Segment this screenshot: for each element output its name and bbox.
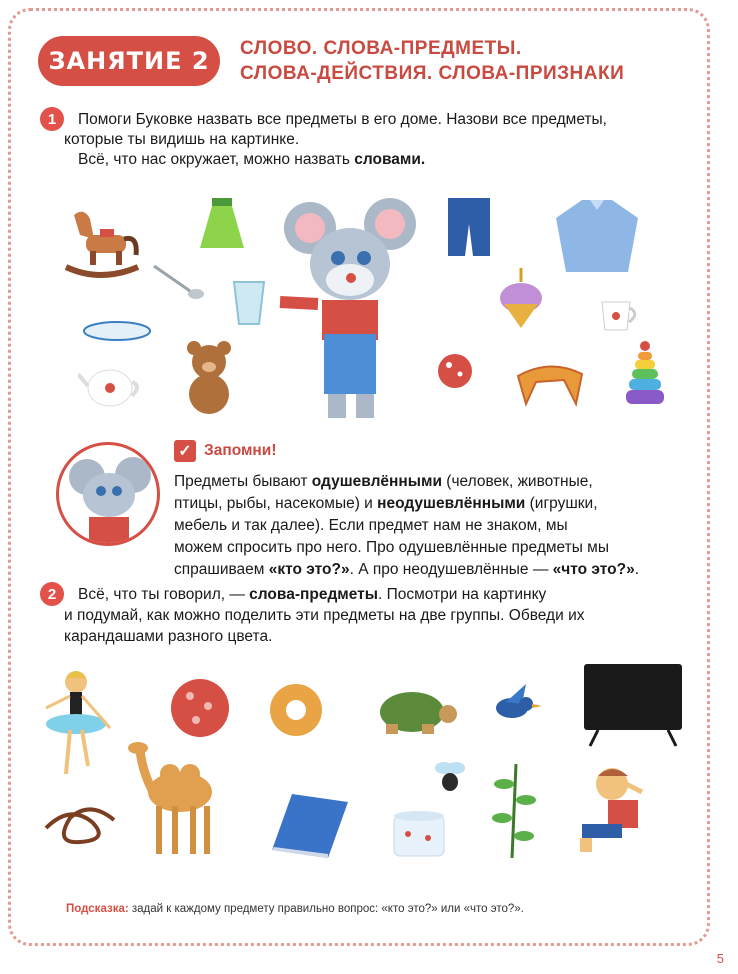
task-1-line-3 xyxy=(78,150,698,170)
ballerina-illustration xyxy=(40,668,120,780)
remember-line-4: можем спросить про него. Про одушевлённые предметы мы xyxy=(174,539,609,556)
lesson-title-line-2: СЛОВА-ДЕЙСТВИЯ. СЛОВА-ПРИЗНАКИ xyxy=(240,63,625,84)
remember-text xyxy=(174,471,689,581)
lesson-badge: ЗАНЯТИЕ 2 xyxy=(38,36,220,86)
page-number: 5 xyxy=(716,951,724,966)
rocking-horse-illustration xyxy=(60,205,142,280)
hint xyxy=(66,903,524,915)
fly-illustration xyxy=(432,758,468,796)
skirt-illustration xyxy=(198,196,246,252)
turtle-illustration xyxy=(374,684,460,742)
task-2-line-2: и подумай, как можно поделить эти предметы на две группы. Обведи их xyxy=(64,607,585,624)
ball-illustration xyxy=(436,352,474,390)
spoon-illustration xyxy=(150,262,206,302)
task-2-line-1: Всё, что ты говорил, — слова-предметы. Посмотри на картинку xyxy=(78,586,547,603)
task-1-line-3-bold: словами. xyxy=(354,151,426,168)
spinning-top-illustration xyxy=(498,266,544,330)
task-1-line-2: которые ты видишь на картинке. xyxy=(64,131,300,148)
boy-illustration xyxy=(578,762,662,858)
camel-illustration xyxy=(124,740,222,860)
task-2-text xyxy=(64,584,698,647)
teddy-bear-illustration xyxy=(176,340,242,416)
bird-illustration xyxy=(486,680,546,728)
remember-title: Запомни! xyxy=(204,442,277,459)
task-2-line-3: карандашами разного цвета. xyxy=(64,628,273,645)
tv-illustration xyxy=(582,662,684,752)
plate-illustration xyxy=(82,320,152,342)
remember-line-3: мебель и так далее). Если предмет нам не знаком, мы xyxy=(174,517,568,534)
hint-text: задай к каждому предмету правильно вопрос: «кто это?» или «что это?». xyxy=(128,903,524,915)
shorts-illustration xyxy=(446,196,492,262)
task-1-line-1: Помоги Буковке назвать все предметы в его доме. Назови все предметы, xyxy=(78,111,607,128)
bagel-illustration xyxy=(266,680,326,740)
mouse-character-illustration xyxy=(272,194,422,424)
task-1-text xyxy=(64,110,698,170)
remember-line-1: Предметы бывают одушевлёнными (человек, животные, xyxy=(174,473,593,490)
remember-header xyxy=(174,440,276,462)
cup-illustration xyxy=(598,296,642,336)
rope-illustration xyxy=(40,800,120,848)
shirt-illustration xyxy=(554,198,640,276)
mouse-avatar xyxy=(56,442,160,546)
task-1-number: 1 xyxy=(40,107,64,131)
teapot-illustration xyxy=(78,356,142,410)
plant-illustration xyxy=(490,760,540,860)
hint-label: Подсказка: xyxy=(66,903,129,915)
red-ball-illustration xyxy=(168,676,232,740)
checkmark-icon: ✓ xyxy=(174,440,196,462)
pyramid-toy-illustration xyxy=(624,340,666,412)
remember-line-2: птицы, рыбы, насекомые) и неодушевлёнными (игрушки, xyxy=(174,495,598,512)
pot-illustration xyxy=(386,806,452,860)
scarf-illustration xyxy=(514,356,586,408)
task-1-line-3-text: Всё, что нас окружает, можно назвать xyxy=(78,151,355,168)
book-illustration xyxy=(270,792,350,860)
remember-line-5: спрашиваем «кто это?». А про неодушевлённые — «что это?». xyxy=(174,561,640,578)
glass-illustration xyxy=(232,280,266,326)
task-2-number: 2 xyxy=(40,582,64,606)
lesson-title-line-1: СЛОВО. СЛОВА-ПРЕДМЕТЫ. xyxy=(240,38,522,59)
